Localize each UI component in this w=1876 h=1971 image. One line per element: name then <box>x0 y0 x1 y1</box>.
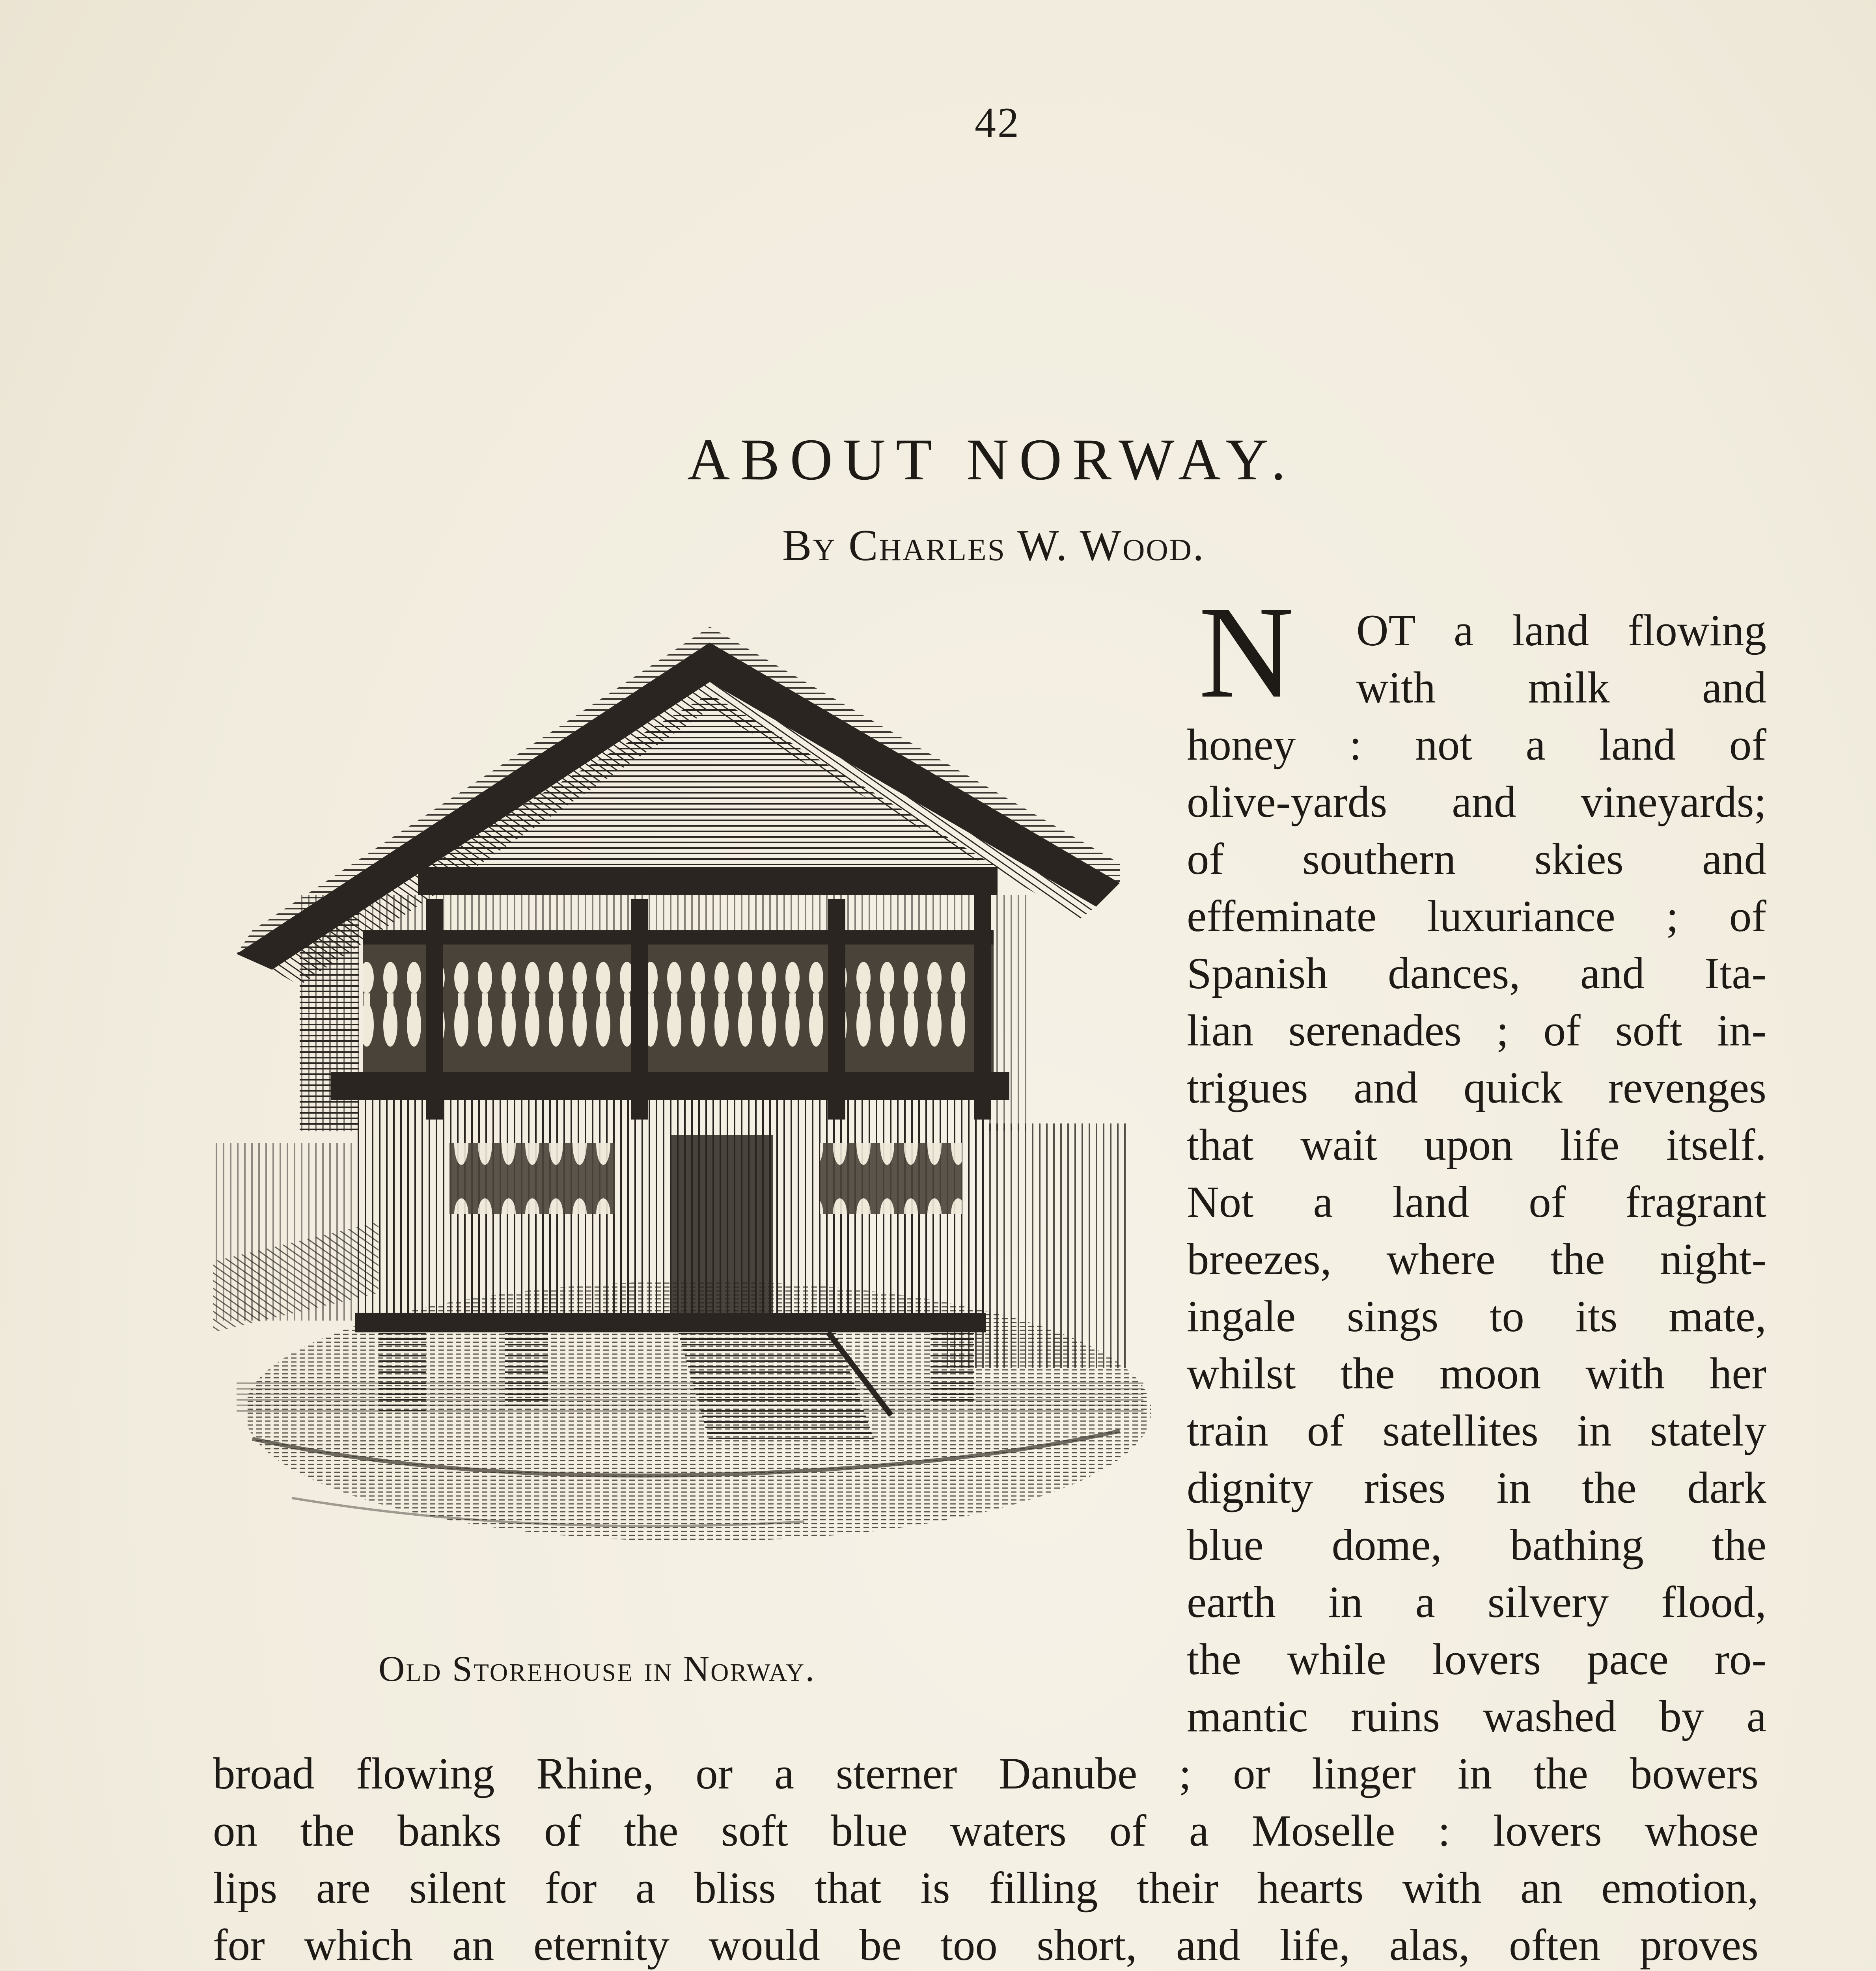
column-text-line: train of satellites in stately <box>1187 1406 1766 1455</box>
column-text-line: ingale sings to its mate, <box>1187 1292 1766 1341</box>
storehouse-illustration <box>213 591 1167 1624</box>
column-text-line: trigues and quick revenges <box>1187 1063 1766 1112</box>
body-text-line: broad flowing Rhine, or a sterner Danube ; or linger in the bowers <box>213 1749 1759 1798</box>
column-text-line: honey : not a land of <box>1187 720 1766 769</box>
article-title: ABOUT NORWAY. <box>687 427 1296 492</box>
body-text-line: for which an eternity would be too short, and life, alas, often proves <box>213 1921 1759 1970</box>
article-byline: By Charles W. Wood. <box>782 521 1205 570</box>
body-text-line: lips are silent for a bliss that is filling their hearts with an emotion, <box>213 1863 1759 1913</box>
column-text-line: OT a land flowing <box>1356 606 1766 655</box>
column-text-line: olive-yards and vineyards; <box>1187 777 1766 827</box>
column-text-line: breezes, where the night- <box>1187 1235 1766 1284</box>
column-text-line: with milk and <box>1356 663 1766 712</box>
column-text-line: earth in a silvery flood, <box>1187 1578 1766 1627</box>
page-number: 42 <box>975 99 1020 146</box>
column-text-line: effeminate luxuriance ; of <box>1187 892 1766 941</box>
column-text-line: dignity rises in the dark <box>1187 1463 1766 1513</box>
column-text-line: the while lovers pace ro- <box>1187 1635 1766 1684</box>
column-text-line: Spanish dances, and Ita- <box>1187 949 1766 998</box>
storehouse-engraving <box>213 591 1167 1624</box>
column-text-line: blue dome, bathing the <box>1187 1520 1766 1570</box>
column-text-line: mantic ruins washed by a <box>1187 1692 1766 1741</box>
column-text-line: that wait upon life itself. <box>1187 1120 1766 1170</box>
column-text-line: Not a land of fragrant <box>1187 1177 1766 1227</box>
body-text-line: on the banks of the soft blue waters of a Moselle : lovers whose <box>213 1806 1759 1855</box>
illustration-caption: Old Storehouse in Norway. <box>379 1649 816 1689</box>
drop-cap: N <box>1199 579 1294 725</box>
column-text-line: lian serenades ; of soft in- <box>1187 1006 1766 1055</box>
column-text-line: of southern skies and <box>1187 835 1766 884</box>
column-text-line: whilst the moon with her <box>1187 1349 1766 1398</box>
